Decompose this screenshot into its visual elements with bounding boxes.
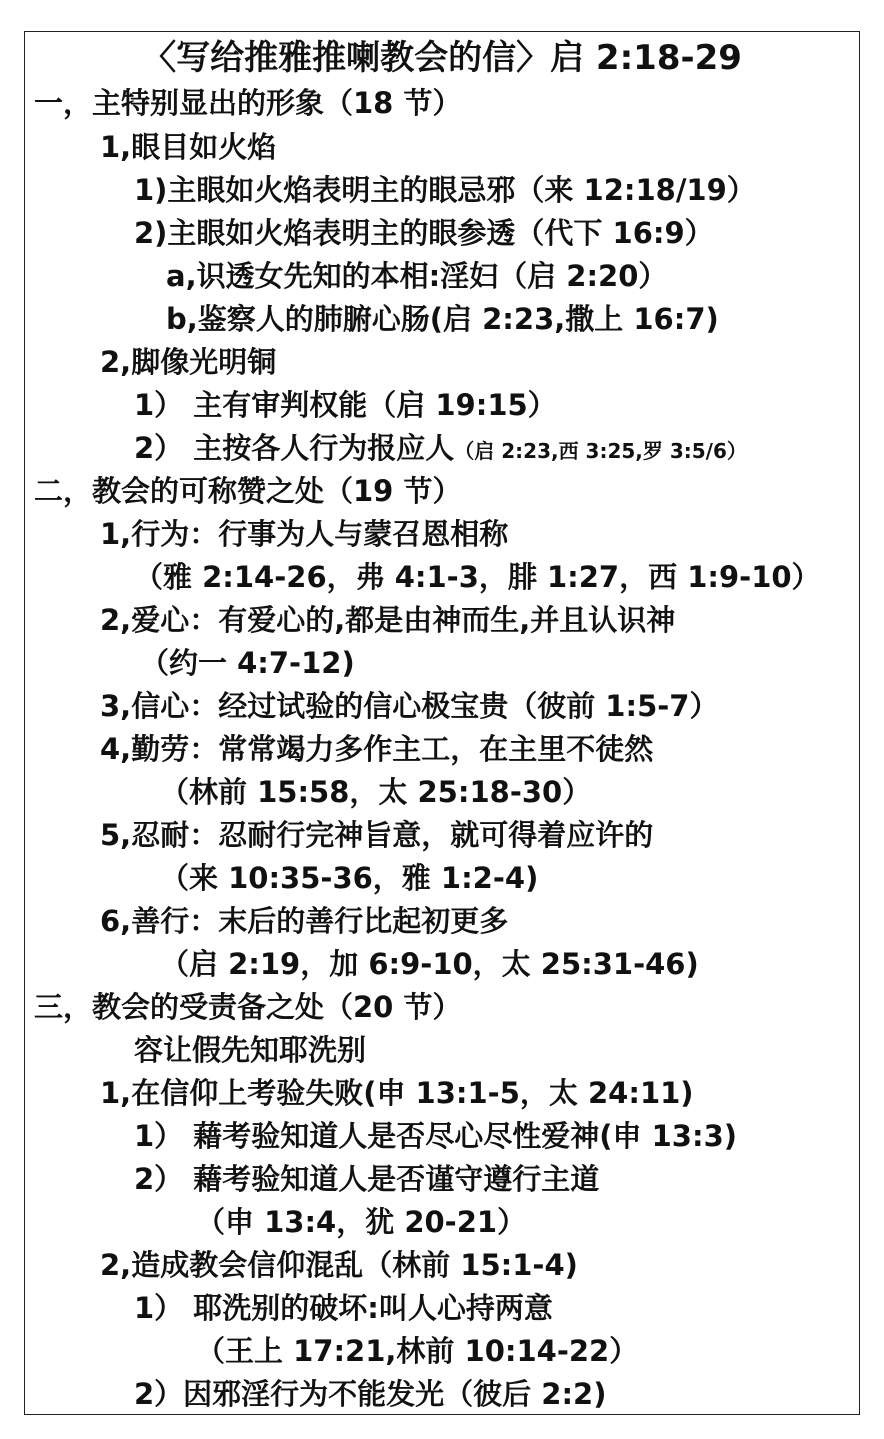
point-1-1-1: 1)主眼如火焰表明主的眼忌邪（来 12:18/19） <box>134 173 756 207</box>
point-2-4-ref: （林前 15:58，太 25:18-30） <box>160 775 592 809</box>
point-3-1-1: 1） 藉考验知道人是否尽心尽性爱神(申 13:3) <box>134 1119 738 1153</box>
point-1-2: 2,脚像光明铜 <box>100 345 277 379</box>
point-2-1-ref: （雅 2:14-26，弗 4:1-3，腓 1:27，西 1:9-10） <box>134 560 821 594</box>
point-3-2: 2,造成教会信仰混乱（林前 15:1-4) <box>100 1248 578 1282</box>
point-1-2-1: 1） 主有审判权能（启 19:15） <box>134 388 557 422</box>
point-1-2-2-text: 2） 主按各人行为报应人 <box>134 431 455 465</box>
point-3-1-2: 2） 藉考验知道人是否谨守遵行主道 <box>134 1162 600 1196</box>
point-1-1-2: 2)主眼如火焰表明主的眼参透（代下 16:9） <box>134 216 714 250</box>
point-1-1-2-a: a,识透女先知的本相:淫妇（启 2:20） <box>166 259 668 293</box>
point-1-2-2-ref: （启 2:23,西 3:25,罗 3:5/6） <box>454 439 747 463</box>
point-3-2-1-ref: （王上 17:21,林前 10:14-22） <box>196 1334 639 1368</box>
point-2-4: 4,勤劳：常常竭力多作主工，在主里不徒然 <box>100 732 654 766</box>
point-1-2-2 <box>134 429 747 470</box>
point-3-2-2: 2）因邪淫行为不能发光（彼后 2:2) <box>134 1377 607 1411</box>
point-2-5-ref: （来 10:35-36，雅 1:2-4) <box>160 861 539 895</box>
point-2-6: 6,善行：末后的善行比起初更多 <box>100 904 509 938</box>
point-3-1: 1,在信仰上考验失败(申 13:1-5，太 24:11) <box>100 1076 694 1110</box>
point-2-5: 5,忍耐：忍耐行完神旨意，就可得着应许的 <box>100 818 654 852</box>
point-2-2: 2,爱心：有爱心的,都是由神而生,并且认识神 <box>100 603 676 637</box>
section-3-subtitle: 容让假先知耶洗别 <box>134 1033 367 1067</box>
point-2-1: 1,行为：行事为人与蒙召恩相称 <box>100 517 509 551</box>
page-title: 〈写给推雅推喇教会的信〉启 2:18-29 <box>142 38 742 78</box>
point-3-2-1: 1） 耶洗别的破坏:叫人心持两意 <box>134 1291 553 1325</box>
point-2-2-ref: （约一 4:7-12) <box>140 646 355 680</box>
point-3-1-2-ref: （申 13:4，犹 20-21） <box>196 1205 527 1239</box>
point-2-6-ref: （启 2:19，加 6:9-10，太 25:31-46) <box>160 947 699 981</box>
point-1-1-2-b: b,鉴察人的肺腑心肠(启 2:23,撒上 16:7) <box>166 302 719 336</box>
section-1-heading: 一，主特别显出的形象（18 节） <box>34 86 462 120</box>
point-2-3: 3,信心：经过试验的信心极宝贵（彼前 1:5-7） <box>100 689 719 723</box>
point-1-1: 1,眼目如火焰 <box>100 130 277 164</box>
section-3-heading: 三，教会的受责备之处（20 节） <box>34 990 462 1024</box>
section-2-heading: 二，教会的可称赞之处（19 节） <box>34 474 462 508</box>
